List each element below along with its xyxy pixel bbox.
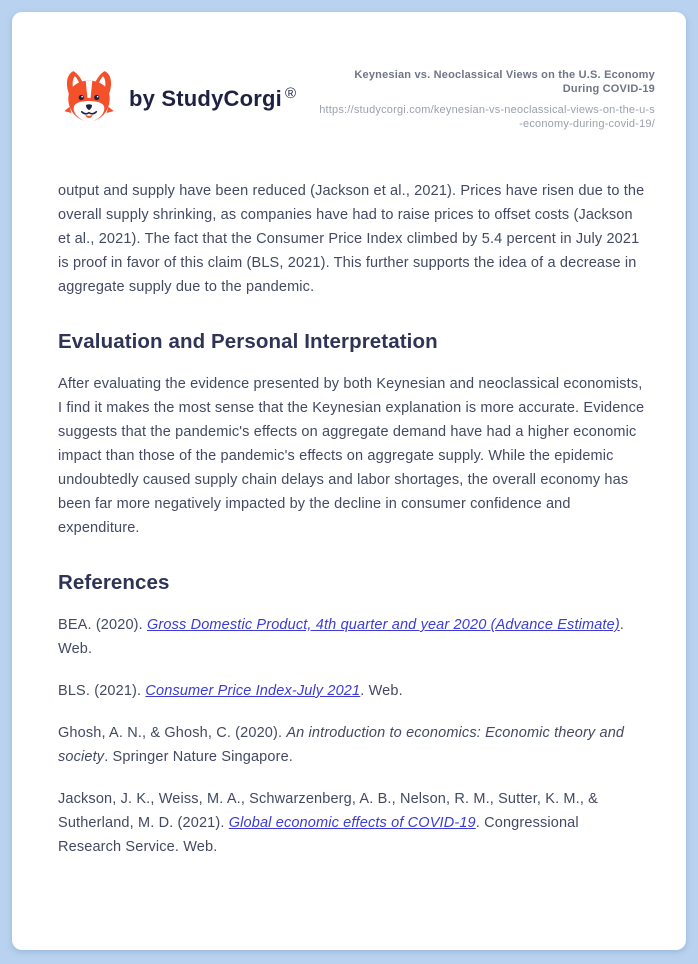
reference-link[interactable]: Gross Domestic Product, 4th quarter and year 2020 (Advance Estimate) — [147, 617, 620, 633]
reference-authors: Ghosh, A. N., & Ghosh, C. (2020). — [58, 725, 287, 741]
reference-item — [58, 787, 646, 859]
reference-tail: . Congressional Research Service. Web. — [58, 815, 579, 855]
reference-item — [58, 721, 646, 769]
intro-paragraph: output and supply have been reduced (Jackson et al., 2021). Prices have risen due to the overall supply shrinking, as companies have had to raise prices to offset costs (Jackson et al., 2021). The fact that the Consumer Price Index climbed by 5.4 percent in July 2021 is proof in favor of this claim (BLS, 2021). This further supports the idea of a decrease in aggregate supply due to the pandemic. — [58, 183, 645, 295]
reference-tail: . Web. — [360, 683, 403, 699]
studycorgi-logo — [58, 66, 296, 130]
brand-name: by StudyCorgi ® — [129, 84, 297, 111]
document-card — [12, 12, 686, 950]
registered-trademark: ® — [284, 84, 297, 102]
document-url: https://studycorgi.com/keynesian-vs-neoclassical-views-on-the-u-s-economy-during-covid-19/ — [319, 104, 655, 130]
article-content — [12, 179, 686, 859]
reference-link[interactable]: Global economic effects of COVID-19 — [228, 815, 476, 831]
reference-authors: BEA. (2020). — [58, 617, 147, 633]
reference-authors: BLS. (2021). — [58, 683, 146, 699]
reference-tail: . Web. — [58, 617, 624, 657]
evaluation-heading: Evaluation and Personal Interpretation — [58, 330, 438, 353]
reference-authors: Jackson, J. K., Weiss, M. A., Schwarzenberg, A. B., Nelson, R. M., Sutter, K. M., & Sutherland, M. D. (2021). — [58, 791, 599, 831]
document-title: Keynesian vs. Neoclassical Views on the U.S. Economy During COVID-19 — [354, 69, 655, 95]
evaluation-paragraph: After evaluating the evidence presented by both Keynesian and neoclassical economists, I find it makes the most sense that the Keynesian explanation is more accurate. Evidence suggests that the pandemic's effects on aggregate demand have had a higher economic impact than those of the pandemic's effects on aggregate supply. While the epidemic undoubtedly caused supply chain delays and labor shortages, the overall economy has been far more negatively impacted by the decline in consumer confidence and expenditure. — [58, 376, 645, 536]
reference-item — [58, 679, 646, 703]
corgi-head-icon — [58, 68, 120, 130]
reference-tail: . Springer Nature Singapore. — [104, 749, 293, 765]
references-heading: References — [58, 571, 170, 594]
reference-item — [58, 613, 646, 661]
reference-book-title: An introduction to economics: Economic theory and society — [58, 725, 625, 765]
header-meta — [319, 66, 655, 131]
document-header — [12, 12, 686, 131]
reference-link[interactable]: Consumer Price Index-July 2021 — [145, 683, 361, 699]
